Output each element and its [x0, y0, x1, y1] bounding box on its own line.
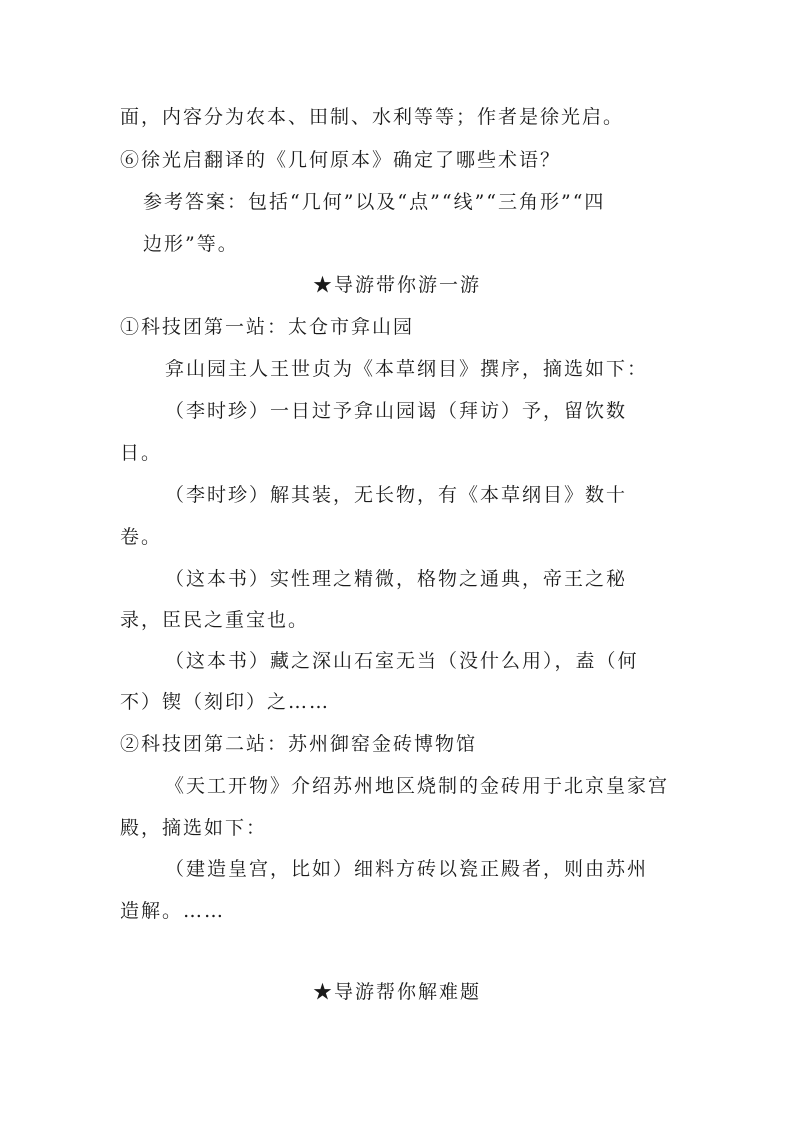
quote-line: 造解。……: [120, 900, 226, 922]
quote-line: （这本书）实性理之精微，格物之通典，帝王之秘: [165, 568, 628, 590]
station-heading: ①科技团第一站：太仓市弇山园: [120, 316, 415, 338]
text-line: 殿，摘选如下：: [120, 817, 268, 839]
quote-line: （这本书）藏之深山石室无当（没什么用），盍（何: [165, 650, 639, 672]
quote-line: （李时珍）解其装，无长物，有《本草纲目》数十: [165, 484, 628, 506]
question-line: ⑥徐光启翻译的《几何原本》确定了哪些术语？: [120, 149, 562, 171]
quote-line: 不）锲（刻印）之……: [120, 691, 331, 713]
text-line: 《天工开物》介绍苏州地区烧制的金砖用于北京皇家宫: [165, 775, 670, 797]
quote-line: 卷。: [120, 526, 163, 548]
section-heading: ★导游带你游一游: [312, 274, 481, 296]
answer-line: 参考答案：包括“几何”以及“点”“线”“三角形”“四: [143, 191, 606, 213]
quote-line: 日。: [120, 442, 163, 464]
station-heading: ②科技团第二站：苏州御窑金砖博物馆: [120, 733, 478, 755]
quote-line: （李时珍）一日过予弇山园谒（拜访）予，留饮数: [165, 400, 628, 422]
quote-line: （建造皇宫，比如）细料方砖以瓷正殿者，则由苏州: [165, 858, 649, 880]
quote-line: 录，臣民之重宝也。: [120, 609, 310, 631]
section-heading: ★导游帮你解难题: [312, 981, 481, 1003]
text-line: 面，内容分为农本、田制、水利等等；作者是徐光启。: [120, 106, 625, 128]
text-line: 弇山园主人王世贞为《本草纲目》撰序，摘选如下：: [165, 358, 649, 380]
answer-line: 边形”等。: [143, 233, 239, 255]
